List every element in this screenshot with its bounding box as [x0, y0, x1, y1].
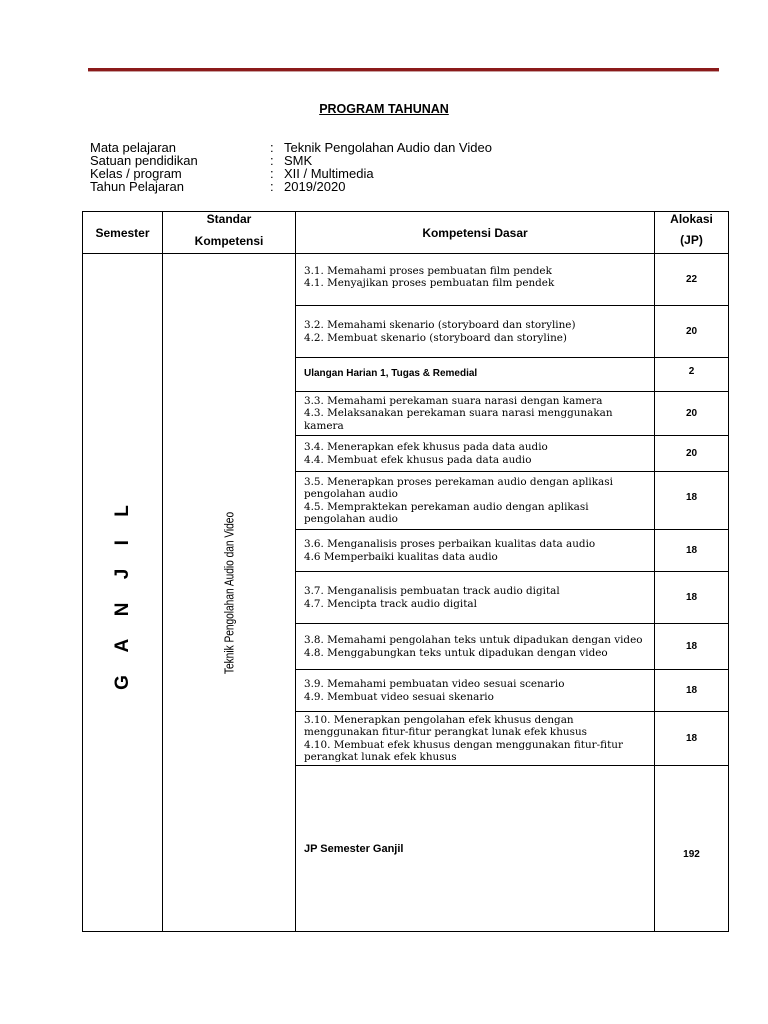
header-alokasi: [655, 212, 729, 254]
semester-cell: [83, 254, 163, 932]
kd-line: 4.6 Memperbaiki kualitas data audio: [304, 550, 498, 563]
kd-line: 4.8. Menggabungkan teks untuk dipadukan dengan video: [304, 646, 608, 659]
standar-kompetensi-cell: [163, 254, 296, 932]
jp-cell: 18: [655, 472, 729, 530]
top-rule: [88, 68, 719, 72]
header-kompetensi-dasar: Kompetensi Dasar: [296, 212, 655, 254]
kd-cell: [296, 670, 655, 712]
jp-cell: 18: [655, 572, 729, 624]
header-alokasi-line2: (JP): [680, 232, 703, 247]
table-row: [83, 254, 729, 306]
kd-line: 3.4. Menerapkan efek khusus pada data audio: [304, 441, 548, 454]
kd-cell: [296, 392, 655, 436]
header-sk-line1: Standar: [206, 211, 252, 226]
header-sk-line2: Kompetensi: [194, 233, 264, 248]
meta-colon: :: [270, 166, 274, 181]
jp-cell: 2: [655, 358, 729, 392]
meta-row-year: [90, 180, 492, 193]
meta-label: Satuan pendidikan: [90, 153, 198, 168]
jp-cell: 18: [655, 530, 729, 572]
kd-line: 3.2. Memahami skenario (storyboard dan storyline): [304, 319, 576, 332]
jp-cell: 18: [655, 712, 729, 766]
meta-label: Tahun Pelajaran: [90, 179, 184, 194]
kd-line: 3.1. Memahami proses pembuatan film pendek: [304, 265, 552, 277]
kd-cell: [296, 472, 655, 530]
kd-line: 4.1. Menyajikan proses pembuatan film pendek: [304, 277, 555, 290]
kd-cell: [296, 712, 655, 766]
total-jp: 192: [655, 766, 729, 932]
total-label: JP Semester Ganjil: [296, 766, 655, 932]
kd-cell: [296, 436, 655, 472]
jp-cell: 20: [655, 306, 729, 358]
jp-cell: 20: [655, 392, 729, 436]
meta-label: Kelas / program: [90, 166, 182, 181]
document-title: PROGRAM TAHUNAN: [319, 102, 449, 116]
kd-line: 3.8. Memahami pengolahan teks untuk dipadukan dengan video: [304, 634, 643, 647]
kd-line: 4.10. Membuat efek khusus dengan menggunakan fitur-fitur perangkat lunak efek khusus: [304, 738, 623, 763]
kd-cell: [296, 254, 655, 306]
meta-colon: :: [270, 140, 274, 155]
meta-value: SMK: [284, 153, 313, 168]
jp-cell: 18: [655, 624, 729, 670]
header-semester: Semester: [83, 212, 163, 254]
meta-label: Mata pelajaran: [90, 140, 176, 155]
kd-line: 4.2. Membuat skenario (storyboard dan storyline): [304, 331, 567, 344]
jp-cell: 22: [655, 254, 729, 306]
kd-line: 3.5. Menerapkan proses perekaman audio dengan aplikasi pengolahan audio: [304, 476, 613, 501]
meta-colon: :: [270, 179, 274, 194]
standar-kompetensi-wrap: [222, 489, 237, 697]
kd-cell: [296, 358, 655, 392]
kd-cell: [296, 306, 655, 358]
kd-line: 3.6. Menganalisis proses perbaikan kualitas data audio: [304, 538, 596, 551]
meta-colon: :: [270, 153, 274, 168]
standar-kompetensi-label: Teknik Pengolahan Audio dan Video: [221, 511, 237, 674]
kd-line: 4.3. Melaksanakan perekaman suara narasi menggunakan kamera: [304, 407, 613, 432]
meta-value: Teknik Pengolahan Audio dan Video: [284, 140, 492, 155]
table-header-row: [83, 212, 729, 254]
kd-line: 3.3. Memahami perekaman suara narasi dengan kamera: [304, 395, 603, 408]
kd-line: 4.9. Membuat video sesuai skenario: [304, 690, 494, 703]
jp-cell: 18: [655, 670, 729, 712]
kd-line: 3.7. Menganalisis pembuatan track audio digital: [304, 585, 560, 598]
semester-label: G A N J I L: [111, 495, 133, 690]
kd-line: 4.4. Membuat efek khusus pada data audio: [304, 453, 532, 466]
header-alokasi-line1: Alokasi: [670, 211, 713, 226]
program-table: [82, 211, 729, 932]
document-meta: [90, 141, 492, 193]
kd-cell: [296, 624, 655, 670]
kd-cell: [296, 530, 655, 572]
kd-line: Ulangan Harian 1, Tugas & Remedial: [304, 368, 478, 380]
kd-line: 4.5. Mempraktekan perekaman audio dengan aplikasi pengolahan audio: [304, 500, 589, 525]
kd-line: 4.7. Mencipta track audio digital: [304, 597, 477, 610]
meta-value: XII / Multimedia: [284, 166, 374, 181]
header-standar-kompetensi: [163, 212, 296, 254]
kd-line: 3.9. Memahami pembuatan video sesuai scenario: [304, 678, 565, 691]
kd-line: 3.10. Menerapkan pengolahan efek khusus dengan menggunakan fitur-fitur perangkat lunak efek khusus: [304, 714, 587, 739]
kd-cell: [296, 572, 655, 624]
jp-cell: 20: [655, 436, 729, 472]
meta-value: 2019/2020: [284, 179, 346, 194]
